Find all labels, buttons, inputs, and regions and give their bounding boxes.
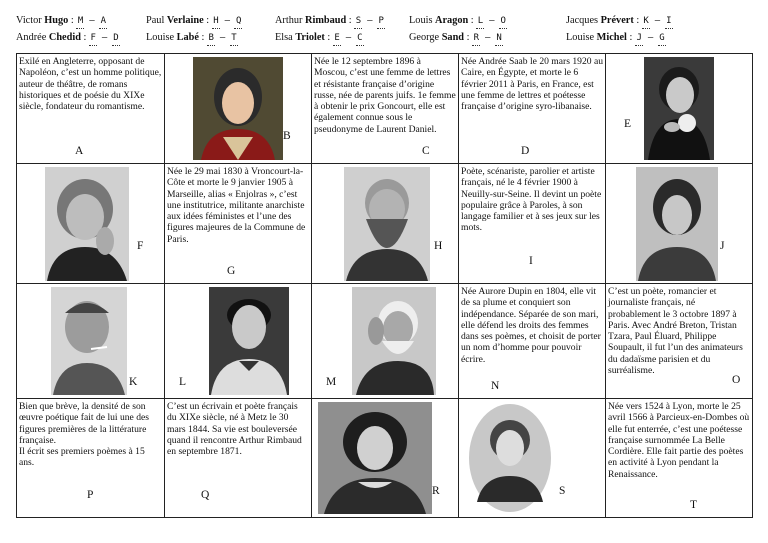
cell-C-letter: C: [422, 145, 430, 157]
portrait-woman-curls: [318, 402, 432, 514]
cell-F: [17, 164, 165, 284]
portrait-bearded-man: [344, 167, 430, 281]
legend-separator: :: [324, 32, 333, 43]
legend-separator: :: [468, 15, 477, 26]
cell-D: [459, 54, 606, 164]
answer-dash: –: [84, 16, 100, 26]
cell-T: [606, 399, 753, 518]
legend-item: [146, 31, 238, 46]
legend-item: [409, 14, 507, 29]
cell-O: [606, 284, 753, 399]
portrait-young-man: [209, 287, 289, 395]
answer-text-letter: P: [377, 15, 385, 29]
cell-T-letter: T: [690, 499, 698, 511]
legend-last-name: Labé: [176, 32, 199, 43]
cell-J: [606, 164, 753, 284]
answer-dash: –: [214, 33, 230, 43]
cell-N-text: Née Aurore Dupin en 1804, elle vit de sa plume et conquiert son indépendance. Séparée de son mari, elle défend les droits des femmes dans ses poèmes, et choisit de porter un nom d’homme pour pouvoir écrire.: [461, 286, 601, 365]
legend-separator: :: [80, 32, 89, 43]
cell-B-letter: B: [283, 130, 291, 142]
legend-last-name: Prévert: [600, 15, 634, 26]
cell-G: [165, 164, 312, 284]
answer-photo-letter: E: [333, 32, 341, 46]
legend-answer: [472, 33, 503, 43]
answer-dash: –: [480, 33, 495, 43]
answer-photo-letter: J: [635, 32, 643, 46]
legend-last-name: Triolet: [295, 32, 325, 43]
answer-text-letter: I: [665, 15, 673, 29]
cell-S-letter: S: [559, 485, 566, 497]
legend-answer: [354, 16, 385, 26]
legend-separator: :: [346, 15, 355, 26]
legend: [16, 14, 756, 48]
cell-Q: [165, 399, 312, 518]
legend-last-name: Aragon: [435, 15, 469, 26]
answer-text-letter: G: [658, 32, 666, 46]
legend-item: [566, 31, 666, 46]
legend-separator: :: [633, 15, 642, 26]
legend-item: [275, 31, 364, 46]
legend-first-name: Louis: [409, 15, 433, 26]
portrait-man-cigarette: [51, 287, 127, 395]
legend-answer: [333, 33, 364, 43]
cell-R-letter: R: [432, 485, 440, 497]
legend-first-name: Andrée: [16, 32, 47, 43]
legend-answer: [89, 33, 120, 43]
answer-dash: –: [362, 16, 378, 26]
legend-answer: [476, 16, 507, 26]
answer-dash: –: [340, 33, 356, 43]
cell-Q-letter: Q: [201, 489, 210, 501]
legend-first-name: Louise: [566, 32, 595, 43]
cell-S: [459, 399, 606, 518]
legend-answer: [212, 16, 243, 26]
legend-item: [409, 31, 503, 46]
legend-separator: :: [203, 15, 212, 26]
cell-A-text: Exilé en Angleterre, opposant de Napoléon, c’est un homme politique, auteur de théâtre, de romans historiques et de poésie du XIXe siècle, fondateur du romantisme.: [19, 56, 162, 113]
legend-last-name: Hugo: [44, 15, 69, 26]
answer-photo-letter: L: [476, 15, 484, 29]
cell-A: [17, 54, 165, 164]
legend-item: [16, 31, 120, 46]
answer-photo-letter: H: [212, 15, 220, 29]
legend-last-name: Rimbaud: [305, 15, 347, 26]
portrait-woman-hand-chin: [45, 167, 129, 281]
legend-first-name: Elsa: [275, 32, 293, 43]
cell-T-text: Née vers 1524 à Lyon, morte le 25 avril 1566 à Parcieux-en-Dombes où elle fut enterrée, c’est une poétesse française surnommée La Belle Cordière. Elle fait partie des poètes en activité à Lyon pendant la Renaissance.: [608, 401, 750, 480]
legend-first-name: George: [409, 32, 440, 43]
cell-N-letter: N: [491, 380, 500, 392]
legend-separator: :: [68, 15, 77, 26]
cell-G-letter: G: [227, 265, 236, 277]
cell-A-letter: A: [75, 145, 84, 157]
answer-text-letter: Q: [234, 15, 242, 29]
legend-first-name: Jacques: [566, 15, 599, 26]
answer-text-letter: D: [112, 32, 120, 46]
cell-M-letter: M: [326, 376, 337, 388]
legend-item: [16, 14, 107, 29]
answer-text-letter: N: [495, 32, 503, 46]
legend-answer: [76, 16, 107, 26]
legend-first-name: Louise: [146, 32, 175, 43]
legend-item: [566, 14, 673, 29]
quiz-grid: [16, 53, 753, 518]
legend-answer: [207, 33, 238, 43]
portrait-woman-dark-hair: [636, 167, 718, 281]
legend-last-name: Verlaine: [166, 15, 204, 26]
cell-I: [459, 164, 606, 284]
answer-photo-letter: K: [642, 15, 650, 29]
cell-C-text: Née le 12 septembre 1896 à Moscou, c’est une femme de lettres et résistante française d’origine russe, née de parents juifs. 1e femme à obtenir le prix Goncourt, elle est également connue sous le pseudonyme de Laurent Daniel.: [314, 56, 456, 135]
cell-F-letter: F: [137, 240, 144, 252]
legend-item: [275, 14, 385, 29]
cell-H-letter: H: [434, 240, 443, 252]
cell-L: [165, 284, 312, 399]
legend-separator: :: [626, 32, 635, 43]
cell-I-text: Poète, scénariste, parolier et artiste français, né le 4 février 1900 à Neuilly-sur-Seine. Il devint un poète populaire grâce à Paroles, à son langage familier et à ses jeux sur les mots.: [461, 166, 602, 234]
answer-dash: –: [219, 16, 235, 26]
cell-E-letter: E: [624, 118, 632, 130]
answer-text-letter: T: [230, 32, 238, 46]
legend-separator: :: [198, 32, 207, 43]
cell-P-text: Bien que brève, la densité de son œuvre poétique fait de lui une des figures premières de la littérature française. Il écrit ses premiers poèmes à 15 ans.: [19, 401, 150, 469]
cell-Q-text: C’est un écrivain et poète français du XIXe siècle, né à Metz le 30 mars 1844. Sa vie est bouleversée quand il rencontre Arthur Rimbaud en septembre 1871.: [167, 401, 302, 458]
cell-P: [17, 399, 165, 518]
cell-J-letter: J: [720, 240, 725, 252]
answer-dash: –: [642, 33, 658, 43]
legend-first-name: Victor: [16, 15, 42, 26]
answer-text-letter: C: [356, 32, 364, 46]
legend-answer: [635, 33, 666, 43]
portrait-renaissance-woman: [193, 57, 283, 160]
cell-I-letter: I: [529, 255, 533, 267]
cell-P-letter: P: [87, 489, 94, 501]
answer-dash: –: [484, 16, 500, 26]
cell-D-letter: D: [521, 145, 530, 157]
cell-C: [312, 54, 459, 164]
cell-K-letter: K: [129, 376, 138, 388]
answer-photo-letter: R: [472, 32, 480, 46]
answer-dash: –: [649, 16, 665, 26]
cell-M: [312, 284, 459, 399]
legend-separator: :: [464, 32, 473, 43]
cell-O-letter: O: [732, 374, 741, 386]
cell-R: [312, 399, 459, 518]
cell-H: [312, 164, 459, 284]
cell-B: [165, 54, 312, 164]
legend-first-name: Paul: [146, 15, 165, 26]
legend-first-name: Arthur: [275, 15, 303, 26]
legend-item: [146, 14, 242, 29]
legend-last-name: Chedid: [48, 32, 81, 43]
answer-photo-letter: M: [76, 15, 84, 29]
cell-G-text: Née le 29 mai 1830 à Vroncourt-la-Côte et morte le 9 janvier 1905 à Marseille, alias « Enjolras », c’est une institutrice, militante anarchiste aux idées féministes et l’une des figures majeures de la Commune de Paris.: [167, 166, 306, 245]
portrait-young-man-oval: [467, 402, 553, 514]
cell-E: [606, 54, 753, 164]
cell-N: [459, 284, 606, 399]
answer-photo-letter: B: [207, 32, 215, 46]
answer-photo-letter: F: [89, 32, 97, 46]
cell-O-text: C’est un poète, romancier et journaliste français, né probablement le 3 octobre 1897 à Paris. Avec André Breton, Tristan Tzara, Paul Éluard, Philippe Soupault, il fut l’un des animateurs du dadaïsme parisien et du surréalisme.: [608, 286, 743, 377]
answer-dash: –: [96, 33, 112, 43]
legend-last-name: Sand: [441, 32, 465, 43]
legend-answer: [642, 16, 673, 26]
legend-last-name: Michel: [596, 32, 627, 43]
portrait-old-man-hand-head: [352, 287, 436, 395]
portrait-woman-flower: [644, 57, 714, 160]
answer-text-letter: A: [99, 15, 107, 29]
answer-text-letter: O: [499, 15, 507, 29]
cell-K: [17, 284, 165, 399]
cell-D-text: Née Andrée Saab le 20 mars 1920 au Caire, en Égypte, et morte le 6 février 2011 à Paris, en France, est une femme de lettres et poétesse française d’origine syro-libanaise.: [461, 56, 603, 113]
cell-L-letter: L: [179, 376, 187, 388]
answer-photo-letter: S: [354, 15, 362, 29]
